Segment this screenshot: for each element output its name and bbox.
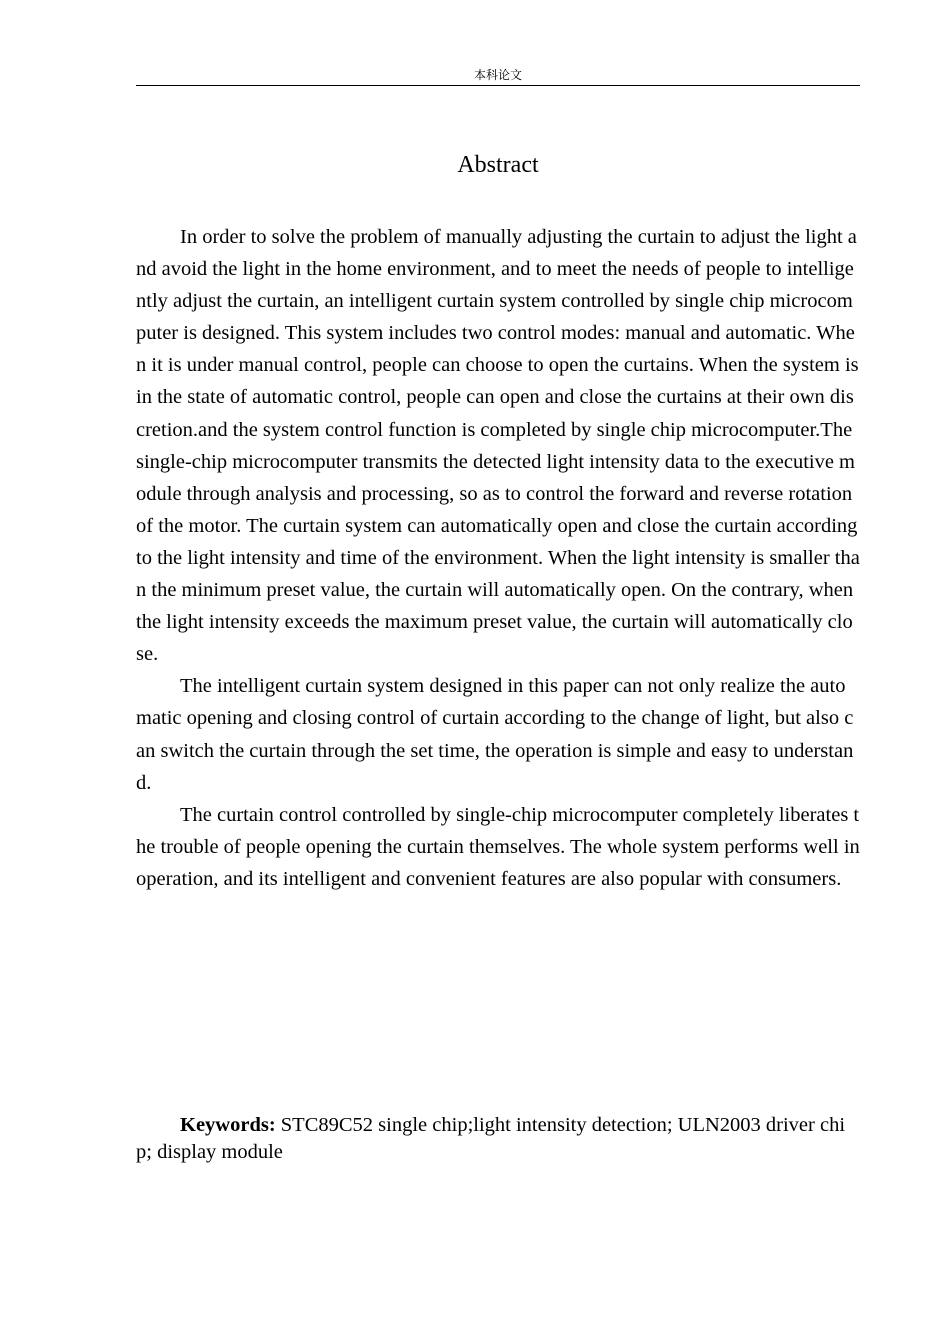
running-header: 本科论文 xyxy=(473,68,522,82)
header-rule xyxy=(136,85,860,86)
keywords-label: Keywords: xyxy=(180,1114,276,1136)
abstract-paragraph-2: The intelligent curtain system designed in this paper can not only realize the automatic opening and closing control of curtain according to the change of light, but also can switch the curtain through the set time, the operation is simple and easy to understand. xyxy=(136,675,854,794)
keywords-line xyxy=(136,1112,860,1166)
abstract-paragraph-1: In order to solve the problem of manually adjusting the curtain to adjust the light and avoid the light in the home environment, and to meet the needs of people to intelligently adjust the curtain, an intelligent curtain system controlled by single chip microcomputer is designed. This system includes two control modes: manual and automatic. When it is under manual control, people can choose to open the curtains. When the system is in the state of automatic control, people can open and close the curtains at their own discretion.and the system control function is completed by single chip microcomputer.The single-chip microcomputer transmits the detected light intensity data to the executive module through analysis and processing, so as to control the forward and reverse rotation of the motor. The curtain system can automatically open and close the curtain according to the light intensity and time of the environment. When the light intensity is smaller than the minimum preset value, the curtain will automatically open. On the contrary, when the light intensity exceeds the maximum preset value, the curtain will automatically close. xyxy=(136,226,860,666)
keywords-text: STC89C52 single chip;light intensity detection; ULN2003 driver chip; display module xyxy=(136,1114,846,1163)
abstract-title: Abstract xyxy=(457,152,539,178)
abstract-paragraph-3: The curtain control controlled by single-chip microcomputer completely liberates the trouble of people opening the curtain themselves. The whole system performs well in operation, and its intelligent and convenient features are also popular with consumers. xyxy=(136,803,860,890)
abstract-body xyxy=(136,221,860,895)
